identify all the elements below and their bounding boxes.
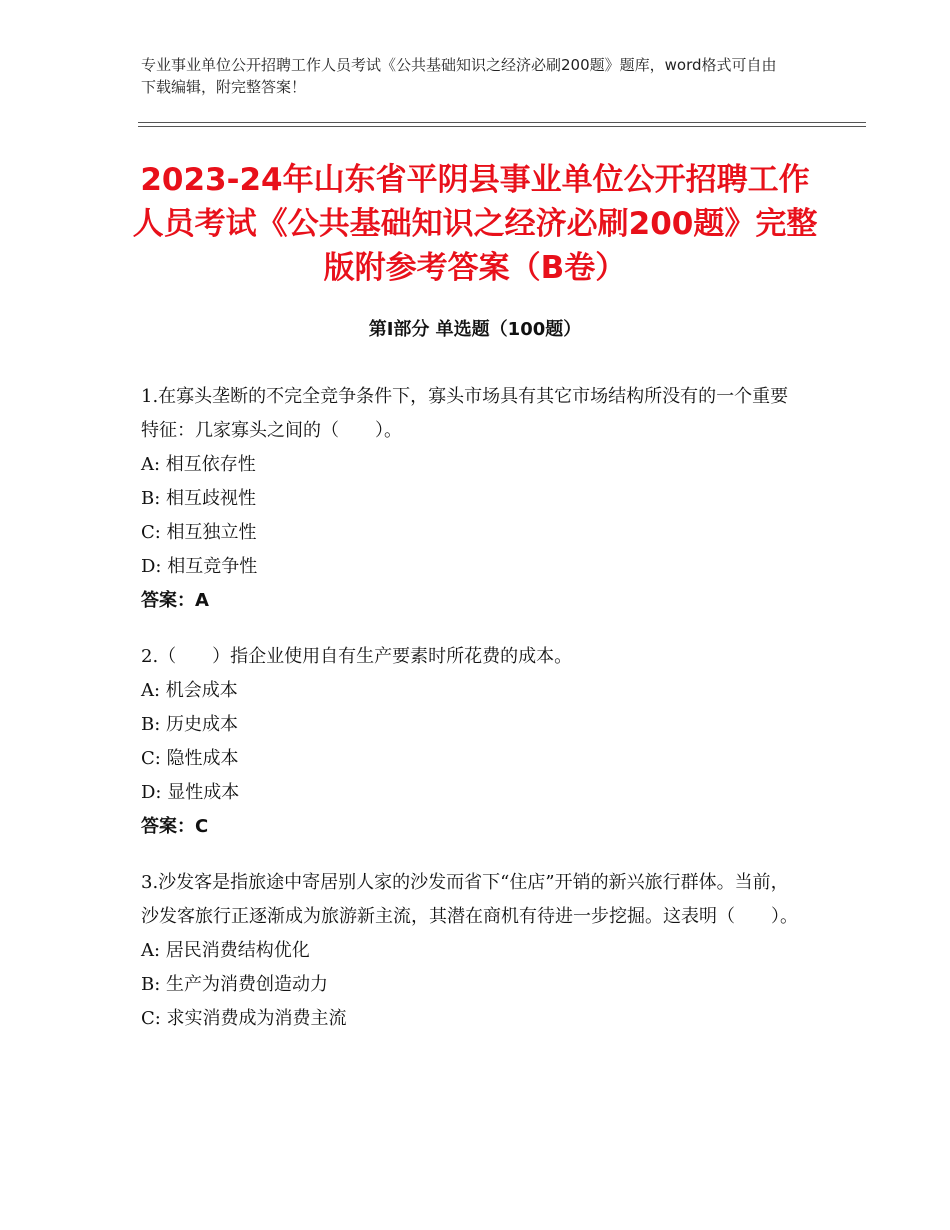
- answer: 答案：A: [141, 590, 209, 611]
- question-2: [141, 640, 801, 844]
- option-b: B: 相互歧视性: [141, 488, 257, 509]
- option-c: C: 求实消费成为消费主流: [141, 1008, 347, 1029]
- header-divider: [138, 122, 866, 123]
- question-text: 3.沙发客是指旅途中寄居别人家的沙发而省下“住店”开销的新兴旅行群体。当前，沙发客旅行正逐渐成为旅游新主流，其潜在商机有待进一步挖掘。这表明（ ）。: [141, 872, 798, 927]
- header-divider-secondary: [138, 126, 866, 127]
- option-b: B: 历史成本: [141, 714, 239, 735]
- option-c: C: 隐性成本: [141, 748, 239, 769]
- document-title: 2023-24年山东省平阴县事业单位公开招聘工作人员考试《公共基础知识之经济必刷200题》完整版附参考答案（B卷）: [132, 162, 818, 286]
- option-a: A: 机会成本: [141, 680, 238, 701]
- option-d: D: 相互竞争性: [141, 556, 258, 577]
- answer: 答案：C: [141, 816, 209, 837]
- option-a: A: 居民消费结构优化: [141, 940, 310, 961]
- question-text: 1.在寡头垄断的不完全竞争条件下，寡头市场具有其它市场结构所没有的一个重要特征：几家寡头之间的（ ）。: [141, 386, 789, 441]
- option-d: D: 显性成本: [141, 782, 240, 803]
- section-title: 第Ⅰ部分 单选题（100题）: [368, 319, 582, 340]
- question-text: 2.（ ）指企业使用自有生产要素时所花费的成本。: [141, 646, 573, 667]
- option-a: A: 相互依存性: [141, 454, 256, 475]
- option-c: C: 相互独立性: [141, 522, 257, 543]
- question-list: [141, 380, 801, 1058]
- option-b: B: 生产为消费创造动力: [141, 974, 329, 995]
- question-3: [141, 866, 801, 1036]
- question-1: [141, 380, 801, 618]
- header-note: 专业事业单位公开招聘工作人员考试《公共基础知识之经济必刷200题》题库，word格式可自由下载编辑，附完整答案！: [141, 56, 777, 96]
